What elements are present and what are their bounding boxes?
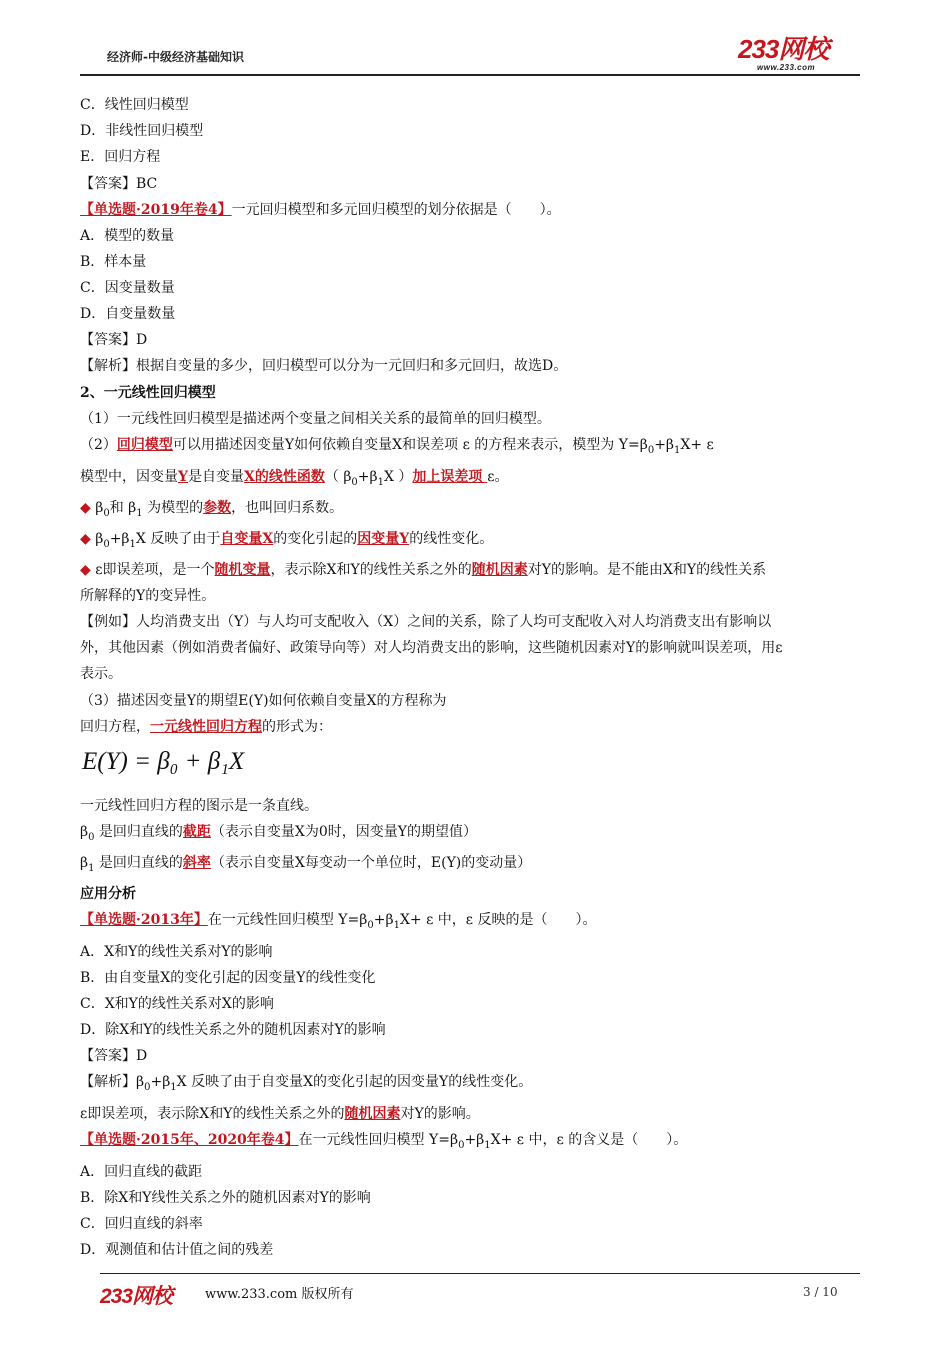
paragraph: 所解释的Y的变异性。: [80, 588, 216, 604]
question-3: 【单选题·2015年、2020年卷4】在一元线性回归模型 $Y=\beta_0+\beta_1X+ \varepsilon$ 中，ε 的含义是（ ）。: [80, 1132, 688, 1151]
example: 【例如】人均消费支出（Y）与人均可支配收入（X）之间的关系，除了人均可支配收入对人均消费支出有影响以: [80, 614, 772, 630]
option-c: C．线性回归模型: [80, 97, 189, 113]
diamond-icon: ◆: [80, 500, 91, 516]
option-d: D．自变量数量: [80, 306, 176, 322]
option-b: B．由自变量X的变化引起的因变量Y的线性变化: [80, 970, 376, 986]
diamond-icon: ◆: [80, 531, 91, 547]
paragraph: $\beta_0$ 是回归直线的截距（表示自变量X为0时，因变量Y的期望值）: [80, 824, 478, 843]
paragraph: 模型中，因变量Y是自变量X的线性函数（ $\beta_0+\beta_1X$ ）加上误差项 ε。: [80, 469, 509, 488]
option-a: A．X和Y的线性关系对Y的影响: [80, 944, 273, 960]
option-c: C．回归直线的斜率: [80, 1216, 203, 1232]
option-b: B．样本量: [80, 254, 147, 270]
paragraph: （3）描述因变量Y的期望E(Y)如何依赖自变量X的方程称为: [80, 693, 447, 709]
header-title: 经济师-中级经济基础知识: [107, 50, 244, 64]
paragraph: $\beta_1$ 是回归直线的斜率（表示自变量X每变动一个单位时，E(Y)的变动量）: [80, 855, 532, 874]
question-tag: 【单选题·2019年卷4】: [80, 202, 232, 218]
option-a: A．模型的数量: [80, 228, 175, 244]
section-heading: 2、一元线性回归模型: [80, 385, 216, 401]
option-e: E．回归方程: [80, 149, 161, 165]
footer-logo: 233网校: [100, 1285, 173, 1308]
bullet-item: ◆ $\beta_0+\beta_1X$ 反映了由于自变量X的变化引起的因变量Y的线性变化。: [80, 531, 494, 550]
option-b: B．除X和Y线性关系之外的随机因素对Y的影响: [80, 1190, 371, 1206]
paragraph: （2）回归模型可以用描述因变量Y如何依赖自变量X和误差项 ε 的方程来表示，模型为 $Y=\beta_0+\beta_1X+ \varepsilon$: [80, 437, 714, 456]
brand-logo: 233网校: [738, 34, 829, 64]
paragraph: 一元线性回归方程的图示是一条直线。: [80, 798, 318, 814]
header-divider: [80, 74, 860, 76]
option-d: D．非线性回归模型: [80, 123, 204, 139]
brand-logo-url: www.233.com: [757, 63, 816, 72]
answer: 【答案】D: [80, 1048, 148, 1064]
question-1: 【单选题·2019年卷4】一元回归模型和多元回归模型的划分依据是（ ）。: [80, 202, 561, 218]
option-c: C．X和Y的线性关系对X的影响: [80, 996, 274, 1012]
page-number: 3 / 10: [803, 1285, 838, 1299]
explanation: 【解析】$\beta_0+\beta_1X$ 反映了由于自变量X的变化引起的因变量Y的线性变化。: [80, 1074, 533, 1093]
footer-divider: [100, 1273, 860, 1274]
explanation: ε即误差项，表示除X和Y的线性关系之外的随机因素对Y的影响。: [80, 1106, 480, 1122]
example: 外，其他因素（例如消费者偏好、政策导向等）对人均消费支出的影响，这些随机因素对Y的影响就叫误差项，用ε: [80, 640, 783, 656]
option-a: A．回归直线的截距: [80, 1164, 203, 1180]
option-d: D．除X和Y的线性关系之外的随机因素对Y的影响: [80, 1022, 386, 1038]
option-d: D．观测值和估计值之间的残差: [80, 1242, 274, 1258]
footer-copyright: www.233.com 版权所有: [205, 1287, 354, 1302]
question-2: 【单选题·2013年】在一元线性回归模型 $Y=\beta_0+\beta_1X+ \varepsilon$ 中，ε 反映的是（ ）。: [80, 912, 597, 931]
paragraph: 回归方程，一元线性回归方程的形式为：: [80, 719, 332, 735]
section-heading: 应用分析: [80, 886, 136, 902]
option-c: C．因变量数量: [80, 280, 175, 296]
answer: 【答案】BC: [80, 176, 158, 192]
explanation: 【解析】根据自变量的多少，回归模型可以分为一元回归和多元回归，故选D。: [80, 358, 568, 374]
bullet-item: ◆ ε即误差项，是一个随机变量，表示除X和Y的线性关系之外的随机因素对Y的影响。是不能由X和Y的线性关系: [80, 562, 767, 578]
diamond-icon: ◆: [80, 562, 91, 578]
answer: 【答案】D: [80, 332, 148, 348]
paragraph: （1）一元线性回归模型是描述两个变量之间相关关系的最简单的回归模型。: [80, 411, 551, 427]
example: 表示。: [80, 666, 122, 682]
regression-formula: E(Y) = β₀ + β₁X: [82, 748, 245, 775]
bullet-item: ◆ $\beta_0$和 $\beta_1$ 为模型的参数，也叫回归系数。: [80, 500, 344, 519]
